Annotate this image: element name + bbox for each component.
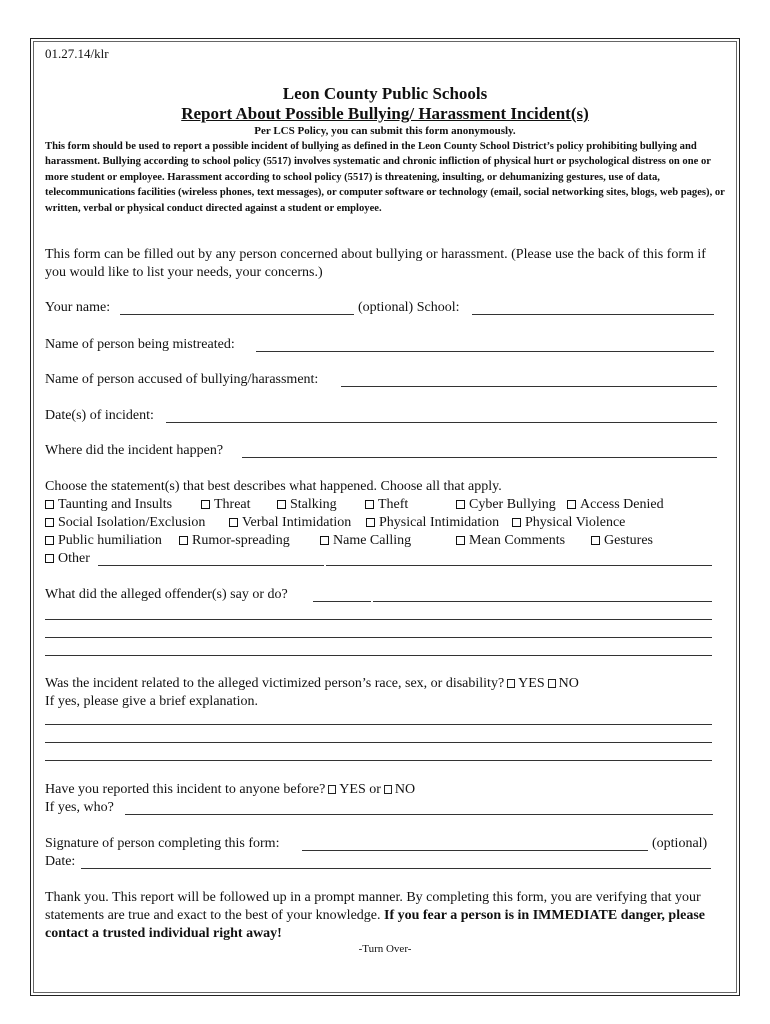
checkbox-icon bbox=[229, 518, 238, 527]
statements-prompt: Choose the statement(s) that best describes what happened. Choose all that apply. bbox=[45, 479, 502, 494]
checkbox-icon bbox=[456, 536, 465, 545]
checkbox-icon[interactable] bbox=[384, 785, 392, 794]
option-threat[interactable]: Threat bbox=[201, 497, 251, 513]
option-verbal[interactable]: Verbal Intimidation bbox=[229, 515, 351, 531]
related-question-row bbox=[45, 676, 579, 692]
accused-label: Name of person accused of bullying/harassment: bbox=[45, 372, 319, 387]
where-label: Where did the incident happen? bbox=[45, 443, 224, 458]
reported-no: NO bbox=[394, 782, 416, 797]
checkbox-icon bbox=[277, 500, 286, 509]
your-name-field[interactable] bbox=[120, 314, 354, 315]
checkbox-icon bbox=[365, 500, 374, 509]
checkbox-icon[interactable] bbox=[548, 679, 556, 688]
checkbox-icon bbox=[512, 518, 521, 527]
offender-field-start-2[interactable] bbox=[373, 601, 712, 602]
offender-field-line[interactable] bbox=[45, 619, 712, 620]
where-field[interactable] bbox=[242, 457, 717, 458]
option-physical-intimidation[interactable]: Physical Intimidation bbox=[366, 515, 499, 531]
reported-question: Have you reported this incident to anyone before? bbox=[45, 782, 326, 797]
checkbox-icon bbox=[45, 518, 54, 527]
dates-label: Date(s) of incident: bbox=[45, 408, 154, 423]
dates-field[interactable] bbox=[166, 422, 717, 423]
checkbox-icon bbox=[567, 500, 576, 509]
other-field-2[interactable] bbox=[326, 565, 712, 566]
related-question: Was the incident related to the alleged victimized person’s race, sex, or disability? bbox=[45, 676, 505, 691]
checkbox-icon bbox=[45, 500, 54, 509]
signature-field[interactable] bbox=[302, 850, 648, 851]
reported-who-label: If yes, who? bbox=[45, 800, 114, 815]
explain-field-line[interactable] bbox=[45, 742, 712, 743]
offender-field-line[interactable] bbox=[45, 655, 712, 656]
checkbox-icon bbox=[320, 536, 329, 545]
turn-over-note: -Turn Over- bbox=[358, 943, 412, 955]
related-explain-label: If yes, please give a brief explanation. bbox=[45, 694, 259, 709]
usage-paragraph: This form can be filled out by any person concerned about bullying or harassment. (Please use the back of this form if you would like to list your needs, your concerns.) bbox=[45, 247, 706, 280]
date-field[interactable] bbox=[81, 868, 711, 869]
checkbox-icon bbox=[179, 536, 188, 545]
checkbox-icon[interactable] bbox=[328, 785, 336, 794]
form-code: 01.27.14/klr bbox=[45, 46, 109, 61]
checkbox-icon bbox=[591, 536, 600, 545]
intro-paragraph: This form should be used to report a possible incident of bullying as defined in the Leon County School District’s policy prohibiting bullying and harassment. Bullying according to school policy (5517) involves systematic and chronic infliction of physical hurt or psychological distress on one or more student or employee. Harassment according to school policy (5517) is threatening, insulting, or dehumanizing gestures, use of data, telecommunications facilities (wireless phones, text messages), or computer software or technology (email, social networking sites, blogs, web pages), or written, verbal or physical conduct directed against a student or employee. bbox=[45, 141, 725, 214]
date-label: Date: bbox=[45, 854, 76, 869]
signature-label: Signature of person completing this form: bbox=[45, 836, 280, 851]
offender-question: What did the alleged offender(s) say or do? bbox=[45, 587, 288, 602]
school-field[interactable] bbox=[472, 314, 714, 315]
offender-field-line[interactable] bbox=[45, 637, 712, 638]
option-isolation[interactable]: Social Isolation/Exclusion bbox=[45, 515, 205, 531]
option-access[interactable]: Access Denied bbox=[567, 497, 664, 513]
other-field-1[interactable] bbox=[98, 565, 324, 566]
org-name: Leon County Public Schools bbox=[282, 84, 488, 103]
checkbox-icon bbox=[366, 518, 375, 527]
explain-field-line[interactable] bbox=[45, 724, 712, 725]
checkbox-icon bbox=[45, 554, 54, 563]
danger-warning: If you fear a person is in IMMEDIATE danger, please contact a trusted individual right away! bbox=[45, 908, 705, 941]
checkbox-icon bbox=[45, 536, 54, 545]
form-title: Report About Possible Bullying/ Harassment Incident(s) bbox=[181, 104, 589, 123]
mistreated-field[interactable] bbox=[256, 351, 714, 352]
option-theft[interactable]: Theft bbox=[365, 497, 408, 513]
option-rumor[interactable]: Rumor-spreading bbox=[179, 533, 290, 549]
option-humiliation[interactable]: Public humiliation bbox=[45, 533, 162, 549]
option-taunting[interactable]: Taunting and Insults bbox=[45, 497, 172, 513]
checkbox-icon bbox=[201, 500, 210, 509]
option-mean-comments[interactable]: Mean Comments bbox=[456, 533, 565, 549]
reported-yes: YES or bbox=[339, 782, 381, 797]
signature-optional: (optional) bbox=[652, 836, 708, 851]
your-name-label: Your name: bbox=[45, 300, 111, 315]
school-label: (optional) School: bbox=[358, 300, 460, 315]
option-cyber[interactable]: Cyber Bullying bbox=[456, 497, 556, 513]
reported-who-field[interactable] bbox=[125, 814, 713, 815]
policy-note: Per LCS Policy, you can submit this form anonymously. bbox=[254, 125, 516, 137]
option-gestures[interactable]: Gestures bbox=[591, 533, 653, 549]
closing-paragraph bbox=[45, 889, 725, 943]
offender-field-start[interactable] bbox=[313, 601, 371, 602]
checkbox-icon[interactable] bbox=[507, 679, 515, 688]
explain-field-line[interactable] bbox=[45, 760, 712, 761]
checkbox-icon bbox=[456, 500, 465, 509]
related-yes: YES bbox=[518, 676, 545, 691]
option-stalking[interactable]: Stalking bbox=[277, 497, 337, 513]
option-physical-violence[interactable]: Physical Violence bbox=[512, 515, 625, 531]
option-name-calling[interactable]: Name Calling bbox=[320, 533, 411, 549]
thanks-text: Thank you. This report will be followed up in a prompt manner. By completing this form, you are verifying that your statements are true and exact to the best of your knowledge. bbox=[45, 890, 701, 923]
reported-question-row bbox=[45, 782, 415, 798]
mistreated-label: Name of person being mistreated: bbox=[45, 337, 235, 352]
accused-field[interactable] bbox=[341, 386, 717, 387]
option-other[interactable]: Other bbox=[45, 551, 90, 567]
related-no: NO bbox=[558, 676, 579, 691]
